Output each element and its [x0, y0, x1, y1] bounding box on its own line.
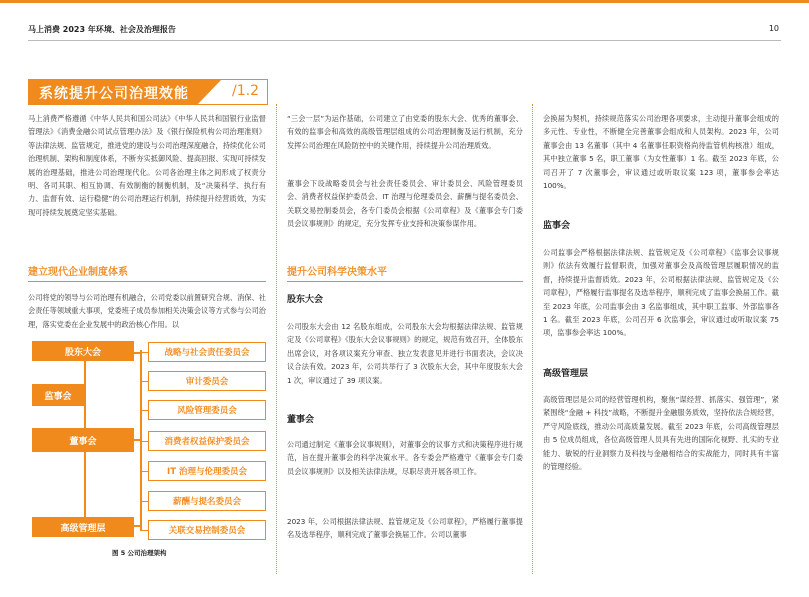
committee-connector-5	[140, 471, 148, 472]
committee-related-party: 关联交易控制委员会	[148, 520, 266, 540]
top-accent-bar	[0, 0, 809, 3]
section-title: 系统提升公司治理效能	[39, 86, 189, 102]
middle-paragraph-2: 董事会下设战略委员会与社会责任委员会、审计委员会、风险管理委员会、消费者权益保护委员会、IT 治理与伦理委员会、薪酬与提名委员会、关联交易控制委员会，各专门委员会根据《公司章程》及《董事会专门委员会议事规则》的规定，充分发挥专业支持和决策参谋作用。	[287, 179, 523, 229]
board-paragraph-1: 公司通过制定《董事会议事规则》，对董事会的议事方式和决策程序进行规范，旨在提升董事会的科学决策水平。各专委会严格遵守《董事会专门委员会议事规则》以及相关法律法规，尽职尽责开展各项工作。	[287, 440, 523, 476]
board-paragraph-2: 2023 年，公司根据法律法规、监管规定及《公司章程》，严格履行董事提名及选举程序，顺利完成了董事会换届工作。公司以董事	[287, 517, 523, 540]
report-title: 马上消费 2023 年环境、社会及治理报告	[28, 25, 176, 34]
committee-connector-7	[140, 530, 148, 531]
board-heading: 董事会	[287, 415, 315, 425]
supervisory-heading: 监事会	[543, 221, 571, 231]
intro-paragraph: 马上消费严格遵循《中华人民共和国公司法》《中华人民共和国银行业监督管理法》《消费金融公司试点管理办法》及《银行保险机构公司治理准则》等法律法规、监管规定，推进党的建设与公司治理深度融合，持续优化公司治理机制、架构和制度体系，不断夯实抵御风险、提高回报、实现可持续发展的治理基础，推进公司治理现代化。公司各治理主体之间形成了权责分明、各司其职、相互协调、有效制衡的制衡机制，及“决策科学、执行有力、监督有效、运行稳健”的公司治理运行机制，持续提升经营质效，为实现可持续发展奠定坚实基础。	[28, 114, 266, 217]
committee-connector-6	[140, 501, 148, 502]
column-divider-left	[276, 104, 277, 574]
page-number: 10	[768, 24, 779, 33]
section-number: /1.2	[232, 83, 259, 99]
committee-risk: 风险管理委员会	[148, 400, 266, 420]
column-divider-right	[532, 104, 533, 574]
committee-connector-2	[140, 381, 148, 382]
modern-system-paragraph: 公司将党的领导与公司治理有机融合，公司党委以前置研究合规、消保、社会责任等领域重大事项，党委班子成员参加相关决策会议等方式参与公司治理，落实党委在企业发展中的政治核心作用。以	[28, 293, 266, 329]
committee-connector-1	[140, 352, 148, 353]
figure-caption: 图 5 公司治理架构	[112, 549, 167, 557]
org-box-management: 高级管理层	[32, 517, 134, 537]
shareholders-paragraph: 公司股东大会由 12 名股东组成，公司股东大会均根据法律法规、监管规定及《公司章程》《股东大会议事规则》的规定，规范有效召开，全体股东出席会议，对各项议案充分审查、独立发表意见并进行书面表决，会议决议合法有效。2023 年，公司共举行了 3 次股东大会，其中年度股东大会 1 次，审议通过了 39 项议案。	[287, 322, 523, 385]
org-box-supervisory: 监事会	[32, 384, 84, 406]
shareholders-heading: 股东大会	[287, 295, 324, 305]
section-banner	[28, 79, 268, 105]
senior-management-heading: 高级管理层	[543, 369, 589, 379]
modern-system-underline	[28, 281, 266, 282]
committee-connector-3	[140, 410, 148, 411]
modern-system-heading: 建立现代企业制度体系	[28, 267, 128, 278]
committee-it-governance: IT 治理与伦理委员会	[148, 461, 266, 481]
decision-underline	[287, 281, 523, 282]
committee-consumer-protection: 消费者权益保护委员会	[148, 431, 266, 451]
committee-remuneration: 薪酬与提名委员会	[148, 491, 266, 511]
supervisory-paragraph: 公司监事会严格根据法律法规、监管规定及《公司章程》《监事会议事规则》依法有效履行监督职责，加强对董事会及高级管理层履职情况的监督，持续提升监督质效。2023 年，公司根据法律法规、监管规定及《公司章程》，严格履行监事提名及选举程序，顺利完成了监事会换届工作。截至 2023 年底，公司监事会由 3 名监事组成，其中职工监事、外部监事各 1 名。截至 2023 年底，公司召开 6 次监事会，审议通过或听取议案 75 项，监事参会率达 100%。	[543, 248, 779, 338]
middle-paragraph-1: “三会一层”为运作基础，公司建立了由党委的股东大会、优秀的董事会、有效的监事会和高效的高级管理层组成的公司治理制衡及运行机制，充分发挥公司治理在风险防控中的关键作用，持续提升公司治理质效。	[287, 114, 523, 150]
senior-management-paragraph: 高级管理层是公司的经营管理机构，聚焦“谋经营、抓落实、强管理”，紧紧围绕“金融 + 科技”战略，不断提升金融服务质效，坚持依法合规经营，严守风险底线，推动公司高质量发展。截至 2023 年底，公司高级管理层由 5 位成员组成，各位高级管理人员具有先进的国际化视野、扎实的专业能力、敏锐的行业洞察力及科技与金融相结合的实战能力，同时具有丰富的管理经验。	[543, 395, 779, 472]
header-divider	[28, 40, 781, 41]
committee-connector-4	[140, 441, 148, 442]
committee-strategy: 战略与社会责任委员会	[148, 342, 266, 362]
right-paragraph-1: 会换届为契机，持续规范落实公司治理各项要求，主动提升董事会组成的多元性、专业性，不断健全完善董事会组成和人员架构。2023 年，公司董事会由 13 名董事（其中 4 名董事任职资格尚待监管机构核准）组成，其中独立董事 5 名，职工董事（为女性董事）1 名。截至 2023 年底，公司召开了 7 次董事会，审议通过或听取议案 123 项，董事参会率达 100%。	[543, 114, 779, 191]
decision-heading: 提升公司科学决策水平	[287, 267, 387, 278]
org-box-board: 董事会	[32, 428, 134, 452]
org-box-shareholders: 股东大会	[32, 341, 134, 361]
committee-audit: 审计委员会	[148, 371, 266, 391]
